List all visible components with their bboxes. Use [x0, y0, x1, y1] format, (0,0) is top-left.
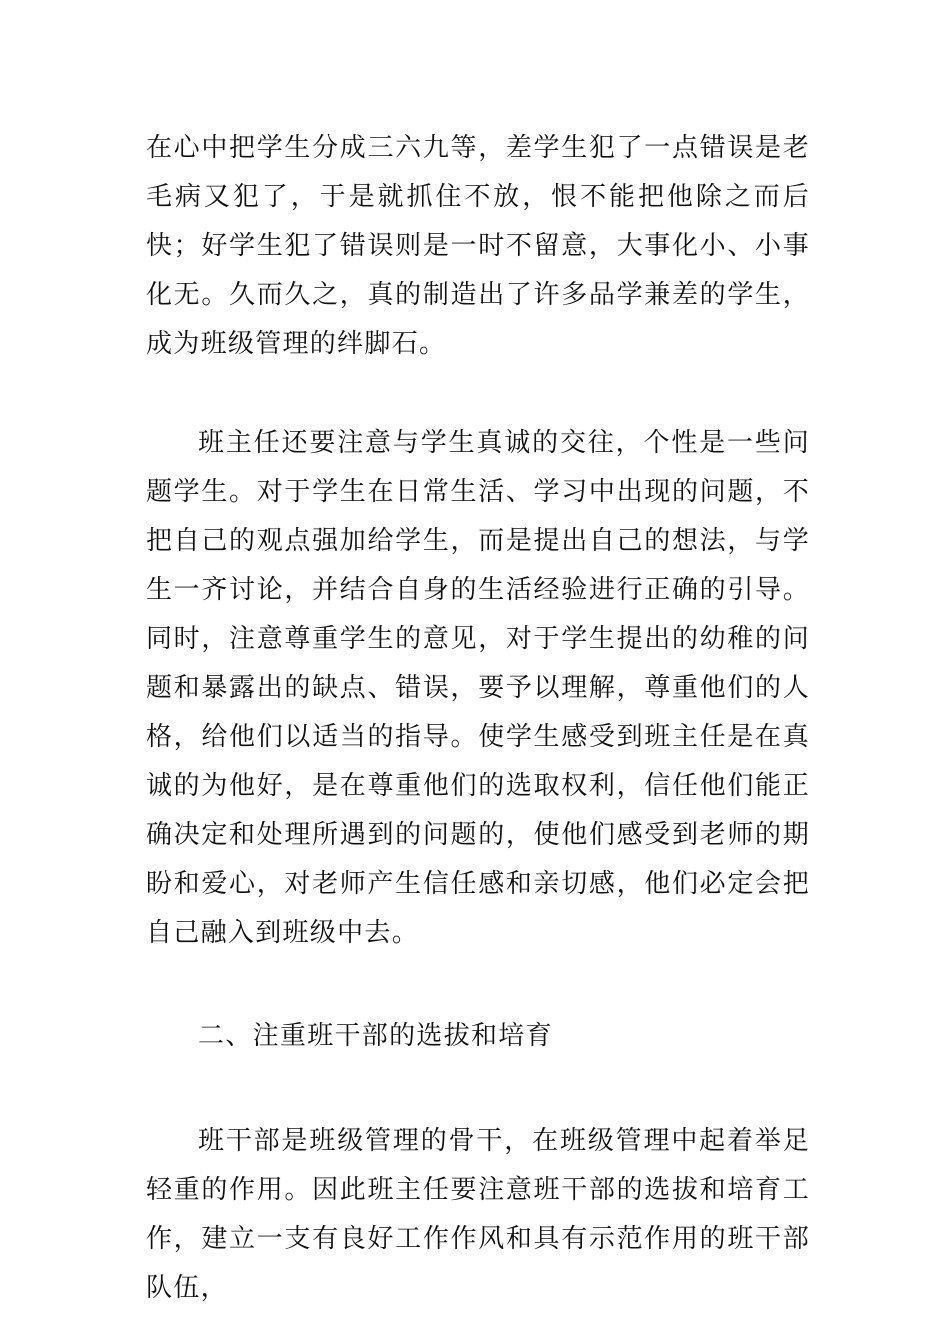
document-body [146, 124, 810, 1313]
paragraph-sincere-communication: 班主任还要注意与学生真诚的交往，个性是一些问题学生。对于学生在日常生活、学习中出现的问题，不把自己的观点强加给学生，而是提出自己的想法，与学生一齐讨论，并结合自身的生活经验进行正确的引导。同时，注意尊重学生的意见，对于学生提出的幼稚的问题和暴露出的缺点、错误，要予以理解，尊重他们的人格，给他们以适当的指导。使学生感受到班主任是在真诚的为他好，是在尊重他们的选取权利，信任他们能正确决定和处理所遇到的问题的，使他们感受到老师的期盼和爱心，对老师产生信任感和亲切感，他们必定会把自己融入到班级中去。 [146, 428, 810, 948]
paragraph-continued: 在心中把学生分成三六九等，差学生犯了一点错误是老毛病又犯了，于是就抓住不放，恨不能把他除之而后快；好学生犯了错误则是一时不留意，大事化小、小事化无。久而久之，真的制造出了许多品学兼差的学生，成为班级管理的绊脚石。 [146, 133, 810, 359]
paragraph-class-cadres: 班干部是班级管理的骨干，在班级管理中起着举足轻重的作用。因此班主任要注意班干部的选拔和培育工作，建立一支有良好工作作风和具有示范作用的班干部队伍， [146, 1126, 810, 1303]
section-heading: 二、注重班干部的选拔和培育 [198, 1021, 553, 1051]
